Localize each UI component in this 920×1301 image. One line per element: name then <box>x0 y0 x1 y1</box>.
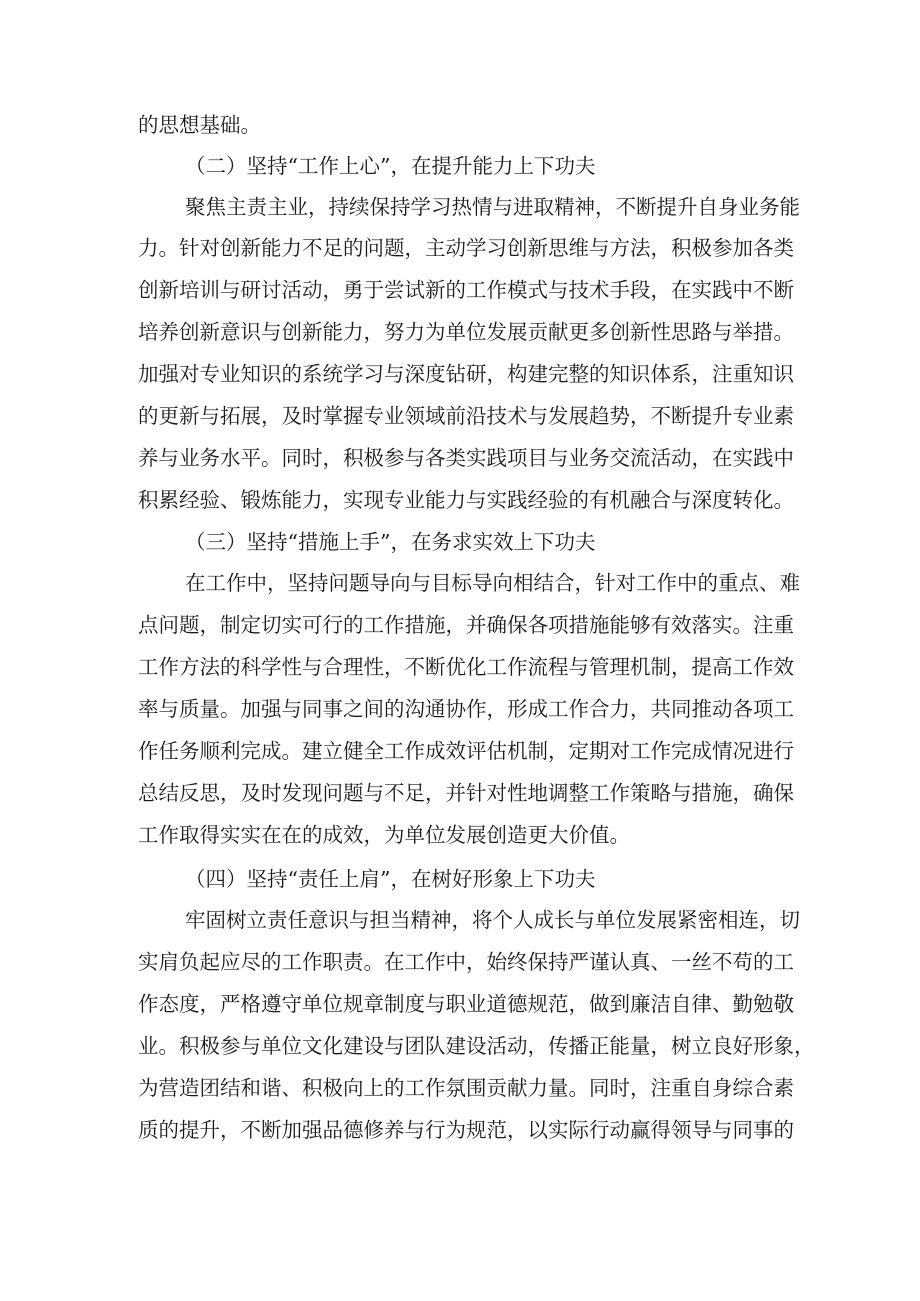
paragraph-line: 作任务顺利完成。建立健全工作成效评估机制，定期对工作完成情况进行 <box>138 739 794 763</box>
paragraph-line: 率与质量。加强与同事之间的沟通协作，形成工作合力，共同推动各项工 <box>138 697 794 721</box>
section-heading-2: （二）坚持“工作上心”，在提升能力上下功夫 <box>185 154 596 178</box>
paragraph-line: 点问题，制定切实可行的工作措施，并确保各项措施能够有效落实。注重 <box>138 613 794 637</box>
paragraph-line: 创新培训与研讨活动，勇于尝试新的工作模式与技术手段，在实践中不断 <box>138 278 794 302</box>
paragraph-line: 总结反思，及时发现问题与不足，并针对性地调整工作策略与措施，确保 <box>138 781 794 805</box>
paragraph-line: 的更新与拓展，及时掌握专业领域前沿技术与发展趋势，不断提升专业素 <box>138 404 794 428</box>
paragraph-line: 聚焦主责主业，持续保持学习热情与进取精神，不断提升自身业务能 <box>185 195 800 219</box>
paragraph-line: 力。针对创新能力不足的问题，主动学习创新思维与方法，积极参加各类 <box>138 236 794 260</box>
paragraph-line: 作态度，严格遵守单位规章制度与职业道德规范，做到廉洁自律、勤勉敬 <box>138 992 794 1016</box>
paragraph-line: 工作取得实实在在的成效，为单位发展创造更大价值。 <box>138 823 630 847</box>
paragraph-line: 牢固树立责任意识与担当精神，将个人成长与单位发展紧密相连，切 <box>185 908 800 932</box>
paragraph-line: 为营造团结和谐、积极向上的工作氛围贡献力量。同时，注重自身综合素 <box>138 1076 794 1100</box>
section-heading-4: （四）坚持“责任上肩”，在树好形象上下功夫 <box>185 867 596 891</box>
paragraph-line: 实肩负起应尽的工作职责。在工作中，始终保持严谨认真、一丝不苟的工 <box>138 950 794 974</box>
paragraph-line: 积累经验、锻炼能力，实现专业能力与实践经验的有机融合与深度转化。 <box>138 488 794 512</box>
paragraph-line: 在工作中，坚持问题导向与目标导向相结合，针对工作中的重点、难 <box>185 571 800 595</box>
paragraph-line: 业。积极参与单位文化建设与团队建设活动，传播正能量，树立良好形象， <box>138 1034 815 1058</box>
paragraph-line: 养与业务水平。同时，积极参与各类实践项目与业务交流活动，在实践中 <box>138 446 794 470</box>
paragraph-line: 的思想基础。 <box>138 113 261 137</box>
section-heading-3: （三）坚持“措施上手”，在务求实效上下功夫 <box>185 530 596 554</box>
paragraph-line: 培养创新意识与创新能力，努力为单位发展贡献更多创新性思路与举措。 <box>138 320 794 344</box>
paragraph-line: 工作方法的科学性与合理性，不断优化工作流程与管理机制，提高工作效 <box>138 655 794 679</box>
paragraph-line: 加强对专业知识的系统学习与深度钻研，构建完整的知识体系，注重知识 <box>138 362 794 386</box>
paragraph-line: 质的提升，不断加强品德修养与行为规范，以实际行动赢得领导与同事的 <box>138 1118 794 1142</box>
